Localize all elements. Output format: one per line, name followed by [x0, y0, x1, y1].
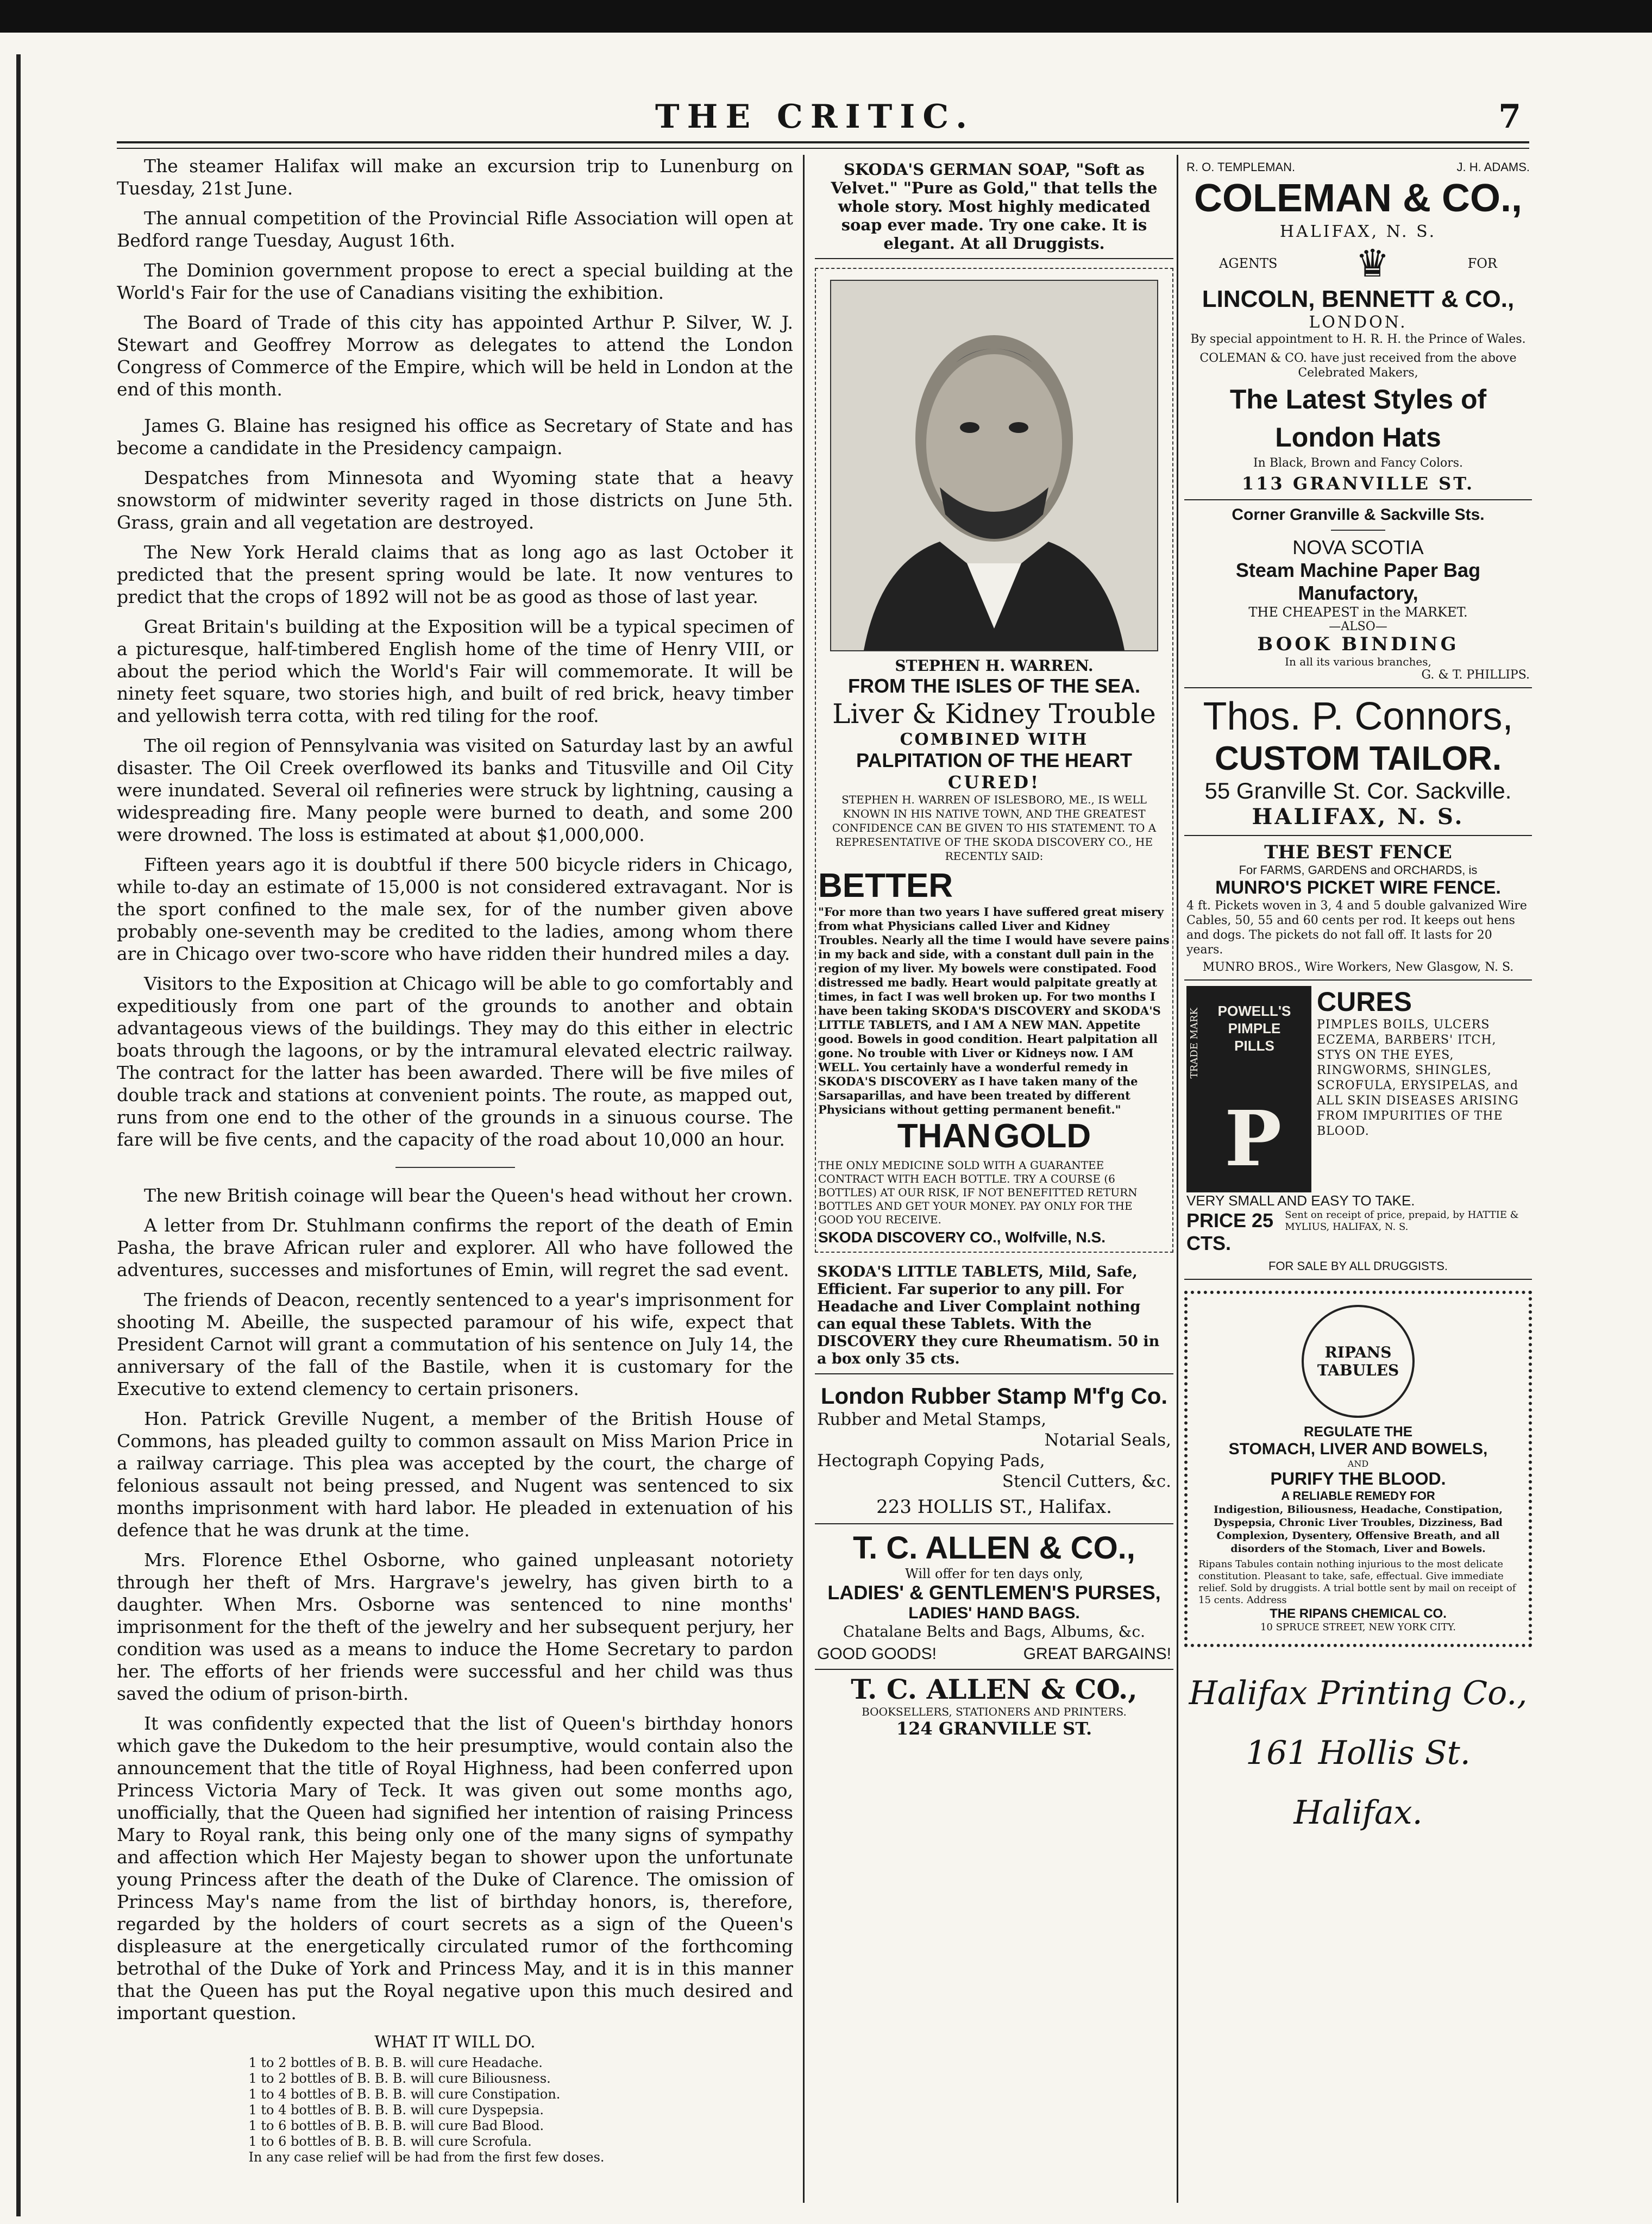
corner-address: Corner Granville & Sackville Sts. — [1232, 506, 1485, 524]
combined-with: COMBINED WITH — [900, 730, 1089, 749]
tailor-headline: CUSTOM TAILOR. — [1214, 740, 1502, 777]
allen-purses-ad — [815, 1524, 1173, 1670]
portrait-engraving — [830, 280, 1158, 651]
ad-column-right — [1184, 155, 1532, 1843]
testimony-intro: STEPHEN H. WARREN OF ISLESBORO, ME., IS WELL KNOWN IN HIS NATIVE TOWN, AND THE GREATEST CONFIDENCE CAN BE GIVEN TO HIS STATEMENT. TO A REPRESENTATIVE OF THE SKODA DISCOVERY CO., HE RECENTLY SAID: — [832, 793, 1157, 863]
coleman-city: HALIFAX, N. S. — [1279, 222, 1437, 241]
news-column — [117, 155, 793, 2165]
newspaper-title: THE CRITIC. — [655, 98, 975, 136]
price-label: PRICE 25 CTS. — [1186, 1209, 1274, 1254]
lincoln-bennett: LINCOLN, BENNETT & CO., — [1202, 286, 1515, 312]
ripans-company: THE RIPANS CHEMICAL CO. — [1270, 1606, 1447, 1621]
word-than: THAN — [897, 1117, 991, 1155]
also-text: —ALSO— — [1329, 620, 1387, 633]
fence-body: 4 ft. Pickets woven in 3, 4 and 5 double galvanized Wire Cables, 50, 55 and 60 cents per rod. It keeps out hens and dogs. The pickets do not fall off. It lasts for 20 years. — [1186, 899, 1527, 957]
munro-bros: MUNRO BROS., Wire Workers, New Glasgow, N. S. — [1202, 960, 1514, 974]
news-item: The annual competition of the Provincial Rifle Association will open at Bedford range Tuesday, August 16th. — [117, 208, 793, 251]
allen-offer: Will offer for ten days only, — [905, 1566, 1083, 1581]
news-item: Mrs. Florence Ethel Osborne, who gained unpleasant notoriety through her theft of Mrs. Hargrave's jewelry, has given birth to a daughter. When Mrs. Osborne was sentenced to nine months' imprisonment for the theft of the jewelry and her subsequent perjury, her condition was used as a means to induce the Home Secretary to pardon her. The efforts of her friends were successful and her child was thus saved the odium of prison-birth. — [117, 1549, 793, 1704]
steam-headline: Steam Machine Paper Bag Manufactory, — [1235, 559, 1481, 604]
mini-divider — [1331, 530, 1385, 531]
stomach-text: STOMACH, LIVER AND BOWELS, — [1228, 1440, 1488, 1458]
coleman-title: COLEMAN & CO., — [1194, 177, 1522, 220]
for-sale-text: FOR SALE BY ALL DRUGGISTS. — [1268, 1259, 1448, 1273]
script-line: Halifax. — [1293, 1794, 1423, 1832]
phillips-name: G. & T. PHILLIPS. — [1421, 668, 1530, 682]
news-item: James G. Blaine has resigned his office as Secretary of State and has become a candidate in the Presidency campaign. — [117, 415, 793, 458]
word-gold: GOLD — [994, 1117, 1091, 1155]
rubber-line: Hectograph Copying Pads, — [817, 1451, 1045, 1471]
branches-text: In all its various branches, — [1285, 655, 1431, 668]
phillips-ad — [1184, 500, 1532, 688]
very-small: VERY SMALL AND EASY TO TAKE. — [1186, 1192, 1415, 1209]
page-header — [109, 98, 1521, 147]
news-item: It was confidently expected that the list of Queen's birthday honors which gave the Dukedom to the heir presumptive, would contain also the announcement that the title of Royal Highness, had been conferred upon Princess Victoria Mary of Teck. It was given out some months ago, unofficially, that the Queen had signified her intention of raising Princess Mary to Royal rank, this being only one of the many signs of sympathy and affection which Her Majesty began to shower upon the unfortunate young Princess after the death of the Duke of Clarence. The omission of Princess May's name from the list of birthday honors, is, therefore, regarded by the holders of court secrets as a sign of the Queen's displeasure at the energetically circulated rumor of the forthcoming betrothal of the Duke of York and Princess May, and it is in this manner that the Queen has put the Royal negative upon this much desired and important question. — [117, 1713, 793, 2024]
news-item: Visitors to the Exposition at Chicago will be able to go comfortably and expeditiously from one part of the grounds to another and obtain advantageous views of the buildings. They may do this either in electric boats through the lagoons, or by the intramural elevated electric railway. The contract for the latter has been awarded. There will be five miles of double track and stations at convenient points. The route, as mapped out, runs from one end to the other of the grounds in a sinuous course. The fare will be five cents, and the capacity of the road about 10,000 an hour. — [117, 973, 793, 1150]
bbb-line: In any case relief will be had from the first few doses. — [248, 2150, 605, 2165]
news-item: A letter from Dr. Stuhlmann confirms the report of the death of Emin Pasha, the brave African ruler and explorer. All who have followed the adventures, successes and misfortunes of Emin, will regret the sad event. — [117, 1215, 793, 1280]
ripans-address: 10 SPRUCE STREET, NEW YORK CITY. — [1260, 1622, 1456, 1633]
ripans-list: Indigestion, Biliousness, Headache, Constipation, Dyspepsia, Chronic Liver Troubles, Dizziness, Bad Complexion, Dysentery, Offensive Breath, and all disorders of the Stomach, Liver and Bowels. — [1213, 1504, 1503, 1555]
news-item: Fifteen years ago it is doubtful if there 500 bicycle riders in Chicago, while to-day an estimate of 15,000 is not considered extravagant. Nor is the sport confined to the male sex, for of the number given above probably one-seventh may be credited to the ladies, among whom there are in Chicago over two-score who have ridden their hundred miles a day. — [117, 854, 793, 964]
reliable-text: A RELIABLE REMEDY FOR — [1281, 1489, 1435, 1503]
allen-great-bargains: GREAT BARGAINS! — [1023, 1645, 1171, 1663]
header-rule — [117, 141, 1529, 143]
page-number: 7 — [1498, 98, 1521, 136]
allen-good-goods: GOOD GOODS! — [817, 1645, 937, 1663]
cheapest-text: THE CHEAPEST in the MARKET. — [1248, 605, 1468, 620]
allen-bookseller-ad — [815, 1670, 1173, 1739]
cured-headline: CURED! — [947, 772, 1041, 793]
ripans-ad — [1184, 1291, 1532, 1647]
coleman-partner: J. H. ADAMS. — [1456, 160, 1530, 174]
bbb-line: 1 to 2 bottles of B. B. B. will cure Biliousness. — [248, 2071, 551, 2086]
column-divider — [1177, 155, 1178, 2203]
testimony-body: "For more than two years I have suffered great misery from what Physicians called Liver and Kidney Troubles. Nearly all the time I would have severe pains in my back and side, with a constant dull pain in the region of my liver. My bowels were constipated. Food distressed me badly. Heart would palpitate greatly at times, in fact I was well broken up. For two months I have been taking SKODA'S DISCOVERY and SKODA'S LITTLE TABLETS, and I AM A NEW MAN. Appetite good. Bowels in good condition. Heart palpitation all gone. No trouble with Liver or Kidneys now. I AM WELL. You certainly have a wonderful remedy in SKODA'S DISCOVERY as I have taken many of the Sarsaparillas, and have been treated by different Physicians without getting permanent benefit." — [818, 905, 1170, 1116]
fence-ad — [1184, 836, 1532, 981]
news-item: The New York Herald claims that as long ago as last October it predicted that the present spring would be late. It now ventures to predict that the crops of 1892 will not be as good as those of last year. — [117, 542, 793, 607]
ns-label: NOVA SCOTIA — [1292, 536, 1424, 558]
coleman-address: 113 GRANVILLE ST. — [1241, 473, 1475, 494]
skoda-discovery-ad — [815, 268, 1173, 1253]
allen-purses: LADIES' & GENTLEMEN'S PURSES, — [827, 1581, 1161, 1604]
news-item: Hon. Patrick Greville Nugent, a member of the British House of Commons, has pleaded guilty to common assault on Miss Marion Price in a railway carriage. This plea was accepted by the court, the charge of felonious assault not being pressed, and Nugent was sentenced to six months imprisonment with hard labor. He pleaded in extenuation of his defence that he was drunk at the time. — [117, 1408, 793, 1541]
tablets-text: SKODA'S LITTLE TABLETS, Mild, Safe, Efficient. Far superior to any pill. For Headache and Liver Complaint nothing can equal these Tablets. With the DISCOVERY they cure Rheumatism. 50 in a box only 35 cts. — [817, 1264, 1160, 1367]
bbb-title: WHAT IT WILL DO. — [374, 2033, 536, 2052]
news-block-2 — [117, 1184, 793, 2024]
bbb-line: 1 to 2 bottles of B. B. B. will cure Headache. — [248, 2055, 543, 2070]
p-letter-icon: P — [1224, 1095, 1282, 1184]
news-item: Despatches from Minnesota and Wyoming state that a heavy snowstorm of midwinter severity raged in those districts on June 5th. Grass, grain and all vegetation are destroyed. — [117, 467, 793, 533]
guarantee-text: THE ONLY MEDICINE SOLD WITH A GUARANTEE CONTRACT WITH EACH BOTTLE. TRY A COURSE (6 BOTTLES) AT OUR RISK, IF NOT BENEFITTED RETURN BOTTLES AND GET YOUR MONEY. PAY ONLY FOR THE GOOD YOU RECEIVE. — [818, 1159, 1138, 1226]
news-item: The oil region of Pennsylvania was visited on Saturday last by an awful disaster. The Oil Creek overflowed its banks and Titusville and Oil City were inundated. Several oil refineries were struck by lightning, causing a widespreading fire. Many people were burned to death, and some 200 were drowned. The loss is estimated at about $1,000,000. — [117, 735, 793, 845]
isles-headline: FROM THE ISLES OF THE SEA. — [847, 675, 1141, 697]
book-binding: BOOK BINDING — [1257, 633, 1459, 655]
london-label: LONDON. — [1309, 313, 1408, 332]
pill-box-image — [1186, 986, 1311, 1192]
ripans-note: Ripans Tabules contain nothing injurious to the most delicate constitution. Pleasant to take, safe, effectual. Give immediate relief. Sold by druggists. A trial bottle sent by mail on receipt of 15 cents. Address — [1198, 1559, 1516, 1606]
pimple-pills-ad — [1184, 981, 1532, 1280]
skoda-tablets-ad — [815, 1253, 1173, 1374]
received-text: COLEMAN & CO. have just received from the above Celebrated Makers, — [1199, 351, 1517, 380]
bbb-line: 1 to 6 bottles of B. B. B. will cure Bad Blood. — [248, 2118, 544, 2133]
rubber-line: Rubber and Metal Stamps, — [817, 1410, 1047, 1429]
allen-belts: Chatalane Belts and Bags, Albums, &c. — [843, 1623, 1146, 1641]
connors-city: HALIFAX, N. S. — [1252, 804, 1465, 830]
allen-title: T. C. ALLEN & CO., — [853, 1530, 1135, 1566]
cures-list: PIMPLES BOILS, ULCERS ECZEMA, BARBERS' ITCH, STYS ON THE EYES, RINGWORMS, SHINGLES, SCROFULA, ERYSIPELAS, and ALL SKIN DISEASES ARISING FROM IMPURITIES OF THE BLOOD. — [1317, 1018, 1519, 1138]
top-black-bar — [0, 0, 1652, 33]
rubber-title: London Rubber Stamp M'f'g Co. — [820, 1383, 1168, 1409]
news-item: The steamer Halifax will make an excursion trip to Lunenburg on Tuesday, 21st June. — [117, 155, 793, 199]
hats-colors: In Black, Brown and Fancy Colors. — [1253, 456, 1463, 470]
price-note: Sent on receipt of price, prepaid, by HATTIE & MYLIUS, HALIFAX, N. S. — [1285, 1209, 1519, 1233]
agents-label: AGENTS — [1219, 256, 1278, 271]
column-divider — [803, 155, 805, 2203]
connors-address: 55 Granville St. Cor. Sackville. — [1204, 778, 1512, 803]
hats-headline: The Latest Styles of London Hats — [1229, 384, 1487, 453]
munro-fence: MUNRO'S PICKET WIRE FENCE. — [1215, 877, 1501, 898]
regulate-text: REGULATE THE — [1303, 1423, 1413, 1440]
fence-for: For FARMS, GARDENS and ORCHARDS, is — [1239, 863, 1478, 877]
rubber-stamp-ad — [815, 1374, 1173, 1524]
allen2-address: 124 GRANVILLE ST. — [896, 1718, 1092, 1739]
for-label: FOR — [1467, 256, 1497, 271]
header-rule-thin — [117, 148, 1529, 149]
allen2-sub: BOOKSELLERS, STATIONERS AND PRINTERS. — [862, 1705, 1127, 1718]
printing-co-ad — [1184, 1663, 1532, 1843]
script-line: Halifax Printing Co., — [1189, 1674, 1528, 1712]
royal-crest-icon: ♛ — [1355, 241, 1390, 286]
page-edge-line — [16, 54, 21, 2216]
purify-text: PURIFY THE BLOOD. — [1270, 1469, 1446, 1488]
portrait-illustration — [831, 281, 1157, 650]
bbb-ad — [117, 2033, 793, 2165]
script-line: 161 Hollis St. — [1246, 1734, 1471, 1772]
ripans-seal-text: RIPANS TABULES — [1317, 1343, 1399, 1379]
rubber-line: Stencil Cutters, &c. — [1002, 1472, 1171, 1491]
bbb-line: 1 to 4 bottles of B. B. B. will cure Constipation. — [248, 2087, 561, 2102]
news-item: The Dominion government propose to erect a special building at the World's Fair for the use of Canadians visiting the exhibition. — [117, 260, 793, 303]
skoda-company: SKODA DISCOVERY CO., Wolfville, N.S. — [818, 1229, 1105, 1246]
connors-name: Thos. P. Connors, — [1203, 695, 1513, 738]
bbb-line: 1 to 6 bottles of B. B. B. will cure Scrofula. — [248, 2134, 532, 2149]
portrait-caption: STEPHEN H. WARREN. — [895, 657, 1094, 675]
and-text: AND — [1347, 1459, 1369, 1469]
appointment-text: By special appointment to H. R. H. the Prince of Wales. — [1190, 332, 1526, 346]
news-item: The friends of Deacon, recently sentenced to a year's imprisonment for shooting M. Abeille, the suspected paramour of his wife, expect that President Carnot will grant a commutation of his sentence on July 14, the anniversary of the fall of the Bastile, when it is customary for the Executive to extend clemency to certain prisoners. — [117, 1289, 793, 1399]
ripans-seal-icon — [1302, 1305, 1415, 1418]
news-block-1 — [117, 155, 793, 1151]
trade-mark-label: TRADE MARK — [1189, 1008, 1200, 1079]
news-item: Great Britain's building at the Exposition will be a typical specimen of a picturesque, half-timbered English home of the time of Henry VIII, or about the period which the World's Fair will commemorate. It will be ninety feet square, two stories high, and built of red brick, heavy timber and yellowish terra cotta, with red tiling for the roof. — [117, 616, 793, 726]
connors-ad — [1184, 688, 1532, 836]
news-item: The new British coinage will bear the Queen's head without her crown. — [144, 1185, 793, 1206]
coleman-partner: R. O. TEMPLEMAN. — [1186, 160, 1296, 174]
pill-box-label: POWELL'S PIMPLE PILLS — [1217, 1003, 1291, 1054]
fence-headline: THE BEST FENCE — [1264, 841, 1452, 863]
palpitation-headline: PALPITATION OF THE HEART — [856, 749, 1132, 771]
rubber-line: Notarial Seals, — [1044, 1430, 1171, 1450]
section-divider — [395, 1167, 515, 1168]
coleman-ad — [1184, 155, 1532, 500]
skoda-soap-ad — [815, 155, 1173, 259]
cures-headline: CURES — [1317, 987, 1412, 1017]
allen-bags: LADIES' HAND BAGS. — [908, 1604, 1080, 1622]
skoda-soap-text: SKODA'S GERMAN SOAP, "Soft as Velvet." "Pure as Gold," that tells the whole story. Most highly medicated soap ever made. Try one cake. It is elegant. At all Druggists. — [831, 160, 1158, 253]
rubber-address: 223 HOLLIS ST., Halifax. — [876, 1496, 1112, 1518]
liver-headline: Liver & Kidney Trouble — [832, 698, 1156, 730]
ad-column-center — [815, 155, 1173, 1739]
bbb-line: 1 to 4 bottles of B. B. B. will cure Dyspepsia. — [248, 2102, 544, 2118]
word-better: BETTER — [818, 867, 953, 904]
allen2-title: T. C. ALLEN & CO., — [851, 1673, 1138, 1705]
news-item: The Board of Trade of this city has appointed Arthur P. Silver, W. J. Stewart and Geoffrey Morrow as delegates to attend the London Congress of Commerce of the Empire, which will be held in London at the end of this month. — [117, 312, 793, 400]
